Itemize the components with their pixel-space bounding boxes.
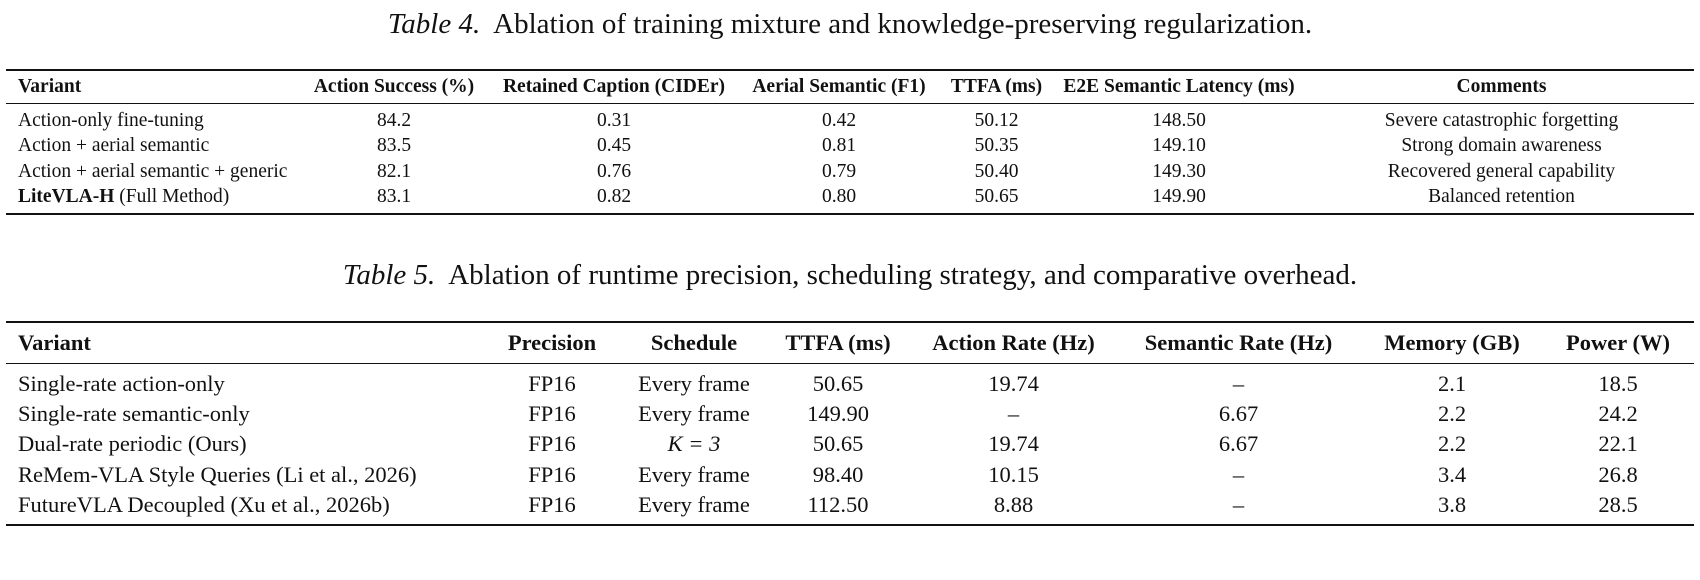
table-cell: 0.79 (821, 160, 857, 182)
table-cell-schedule-math: K = 3 (667, 431, 721, 457)
table-4-header-aerial-semantic: Aerial Semantic (F1) (734, 70, 944, 104)
table-4-caption-label: Table 4. (387, 8, 481, 40)
table-cell: – (1232, 461, 1245, 487)
table-5-caption-text: Ablation of runtime precision, scheduling strategy, and comparative overhead. (448, 259, 1358, 291)
table-cell: 18.5 (1598, 371, 1638, 397)
table-4-caption-text: Ablation of training mixture and knowledge-preserving regularization. (493, 8, 1313, 40)
variant-name: Action-only fine-tuning (18, 109, 204, 131)
table-cell: 50.65 (974, 186, 1019, 208)
table-cell-comment: Recovered general capability (1387, 160, 1616, 182)
table-cell: 0.45 (596, 135, 632, 157)
table-cell: 98.40 (812, 461, 864, 487)
table-cell: – (1232, 491, 1245, 517)
table-4-caption (0, 6, 1700, 42)
table-4-header-comments: Comments (1309, 70, 1694, 104)
table-5-header-precision: Precision (480, 322, 624, 364)
table-cell: 83.1 (376, 186, 412, 208)
table-row (6, 460, 1694, 490)
table-cell: Every frame (638, 401, 750, 427)
table-cell: 149.90 (1152, 186, 1206, 208)
table-cell: 8.88 (993, 491, 1034, 517)
table-4-header-row (6, 70, 1694, 104)
table-cell: 0.81 (821, 135, 857, 157)
table-cell: 3.4 (1437, 461, 1467, 487)
table-cell: – (1007, 401, 1020, 427)
table-cell: 19.74 (988, 431, 1039, 457)
table-cell: 112.50 (807, 491, 869, 517)
table-row (6, 185, 1694, 215)
table-cell: 50.35 (974, 135, 1019, 157)
table-cell-variant (6, 104, 294, 134)
table-cell: 50.65 (812, 431, 864, 457)
table-5-header-memory: Memory (GB) (1362, 322, 1542, 364)
table-cell: 22.1 (1598, 431, 1638, 457)
table-cell: 19.74 (988, 371, 1039, 397)
table-cell: 3.8 (1437, 491, 1467, 517)
table-cell: 28.5 (1598, 491, 1638, 517)
variant-bold-name: LiteVLA-H (18, 186, 115, 208)
table-cell: Every frame (638, 461, 750, 487)
table-5-header-power: Power (W) (1542, 322, 1694, 364)
table-4-header-e2e-latency: E2E Semantic Latency (ms) (1049, 70, 1309, 104)
table-cell: 6.67 (1218, 401, 1259, 427)
table-5-header-ttfa: TTFA (ms) (764, 322, 912, 364)
table-cell: Every frame (638, 371, 750, 397)
table-cell: 2.2 (1437, 431, 1467, 457)
table-cell: 0.82 (596, 186, 632, 208)
table-cell: 2.1 (1437, 371, 1467, 397)
table-cell-variant: Dual-rate periodic (Ours) (18, 431, 247, 457)
table-cell-comment: Balanced retention (1428, 186, 1575, 208)
table-cell: 149.90 (807, 401, 869, 427)
table-5-header-schedule: Schedule (624, 322, 764, 364)
table-cell-variant (6, 134, 294, 160)
table-cell: 0.42 (821, 109, 857, 131)
table-5-header-variant: Variant (6, 322, 480, 364)
table-cell: 50.40 (974, 160, 1019, 182)
table-4-header-action-success: Action Success (%) (294, 70, 494, 104)
table-4 (6, 69, 1694, 215)
table-5-header-action-rate: Action Rate (Hz) (912, 322, 1115, 364)
table-4-header-retained-caption: Retained Caption (CIDEr) (494, 70, 734, 104)
table-cell: FP16 (528, 431, 576, 457)
table-row (6, 104, 1694, 134)
table-cell: 0.80 (821, 186, 857, 208)
table-cell: 0.31 (596, 109, 632, 131)
table-cell: 10.15 (988, 461, 1039, 487)
table-cell: 50.12 (974, 109, 1019, 131)
variant-name: Action + aerial semantic + generic (18, 160, 288, 182)
table-cell: FP16 (528, 461, 576, 487)
table-cell: 149.30 (1152, 160, 1206, 182)
table-cell: 84.2 (376, 109, 412, 131)
variant-name: Action + aerial semantic (18, 135, 210, 157)
table-cell: 50.65 (812, 371, 864, 397)
table-cell: FP16 (528, 371, 576, 397)
table-cell: Every frame (638, 491, 750, 517)
table-row (6, 490, 1694, 525)
table-cell: 0.76 (596, 160, 632, 182)
table-cell: 2.2 (1437, 401, 1467, 427)
table-5-caption (0, 257, 1700, 293)
table-cell-variant: FutureVLA Decoupled (Xu et al., 2026b) (18, 491, 390, 517)
table-cell-variant: ReMem-VLA Style Queries (Li et al., 2026) (18, 461, 417, 487)
table-row (6, 159, 1694, 185)
table-cell: 26.8 (1598, 461, 1638, 487)
table-5-caption-label: Table 5. (342, 259, 436, 291)
table-cell: 149.10 (1152, 135, 1206, 157)
table-cell: 82.1 (376, 160, 412, 182)
table-row (6, 429, 1694, 459)
table-5-header-semantic-rate: Semantic Rate (Hz) (1115, 322, 1362, 364)
table-5-header-row (6, 322, 1694, 364)
table-cell-comment: Severe catastrophic forgetting (1384, 109, 1619, 131)
table-cell-variant (6, 185, 294, 215)
table-cell-variant: Single-rate semantic-only (18, 401, 250, 427)
table-cell-variant: Single-rate action-only (18, 371, 225, 397)
table-4-header-variant: Variant (6, 70, 294, 104)
table-cell: FP16 (528, 491, 576, 517)
table-row (6, 364, 1694, 400)
table-cell: FP16 (528, 401, 576, 427)
table-cell: 6.67 (1218, 431, 1259, 457)
table-4-header-ttfa: TTFA (ms) (944, 70, 1049, 104)
table-row (6, 134, 1694, 160)
table-cell-variant (6, 159, 294, 185)
table-cell: 83.5 (376, 135, 412, 157)
table-cell-comment: Strong domain awareness (1401, 135, 1602, 157)
variant-name: (Full Method) (114, 186, 230, 208)
table-row (6, 399, 1694, 429)
table-5 (6, 321, 1694, 526)
table-cell: 148.50 (1152, 109, 1206, 131)
table-cell: – (1232, 371, 1245, 397)
table-cell: 24.2 (1598, 401, 1638, 427)
